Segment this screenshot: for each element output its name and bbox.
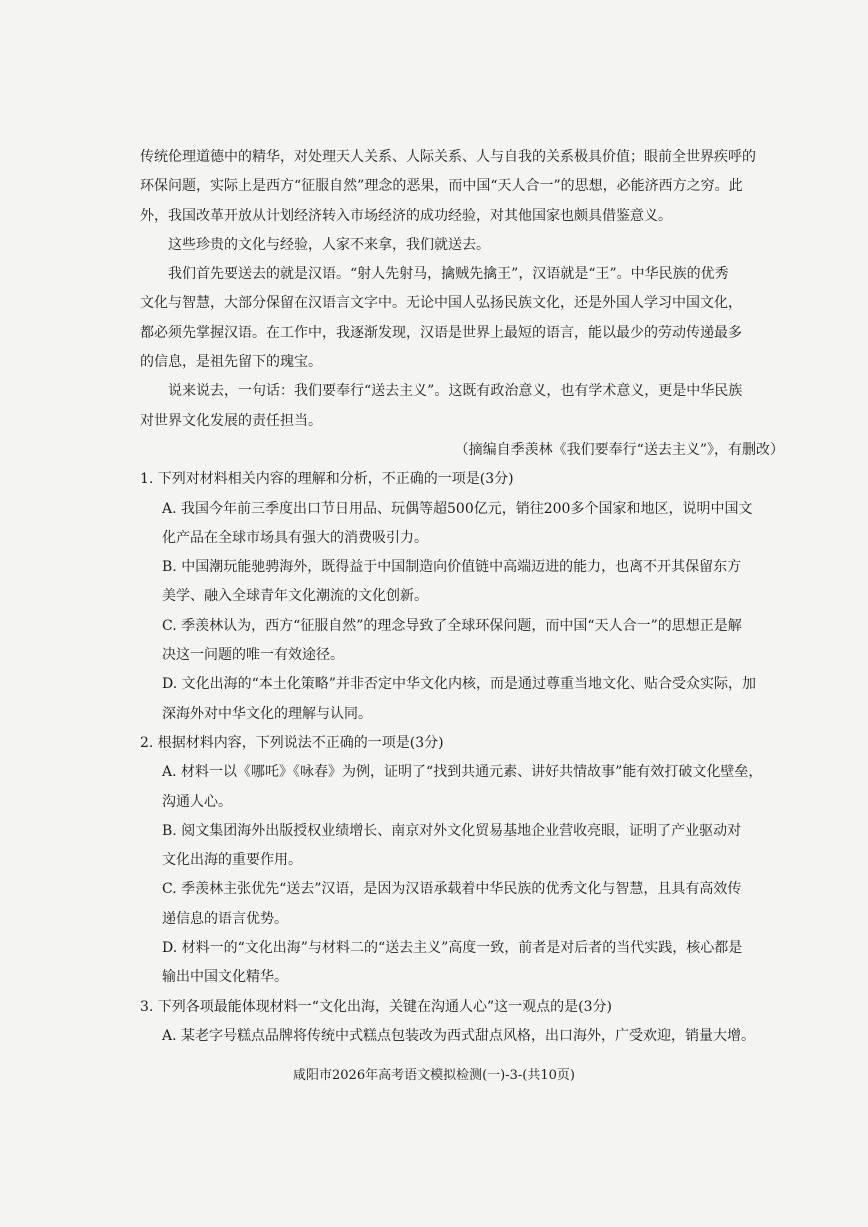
option-line: B. 中国潮玩能驰骋海外，既得益于中国制造向价值链中高端迈进的能力，也离不开其保留东方 [162, 559, 742, 576]
option-a[interactable] [140, 495, 780, 554]
question-2 [140, 729, 780, 993]
page-content [140, 143, 784, 1051]
option-line: C. 季羡林主张优先“送去”汉语，是因为汉语承载着中华民族的优秀文化与智慧，且具有高效传 [162, 881, 742, 898]
text-line: 都必须先掌握汉语。在工作中，我逐渐发现，汉语是世界上最短的语言，能以最少的劳动传递最多 [140, 324, 742, 341]
option-line: D. 材料一的“文化出海”与材料二的“送去主义”高度一致，前者是对后者的当代实践，核心都是 [162, 940, 743, 957]
option-line: C. 季羡林认为，西方“征服自然”的理念导致了全球环保问题，而中国“天人合一”的思想正是解 [162, 617, 742, 634]
option-a[interactable] [140, 1022, 780, 1051]
passage-paragraph-4 [140, 377, 780, 436]
option-line: B. 阅文集团海外出版授权业绩增长、南京对外文化贸易基地企业营收亮眼，证明了产业驱动对 [162, 822, 742, 839]
option-a[interactable] [140, 758, 780, 817]
text-line: 环保问题，实际上是西方“征服自然”理念的恶果，而中国“天人合一”的思想，必能济西方之穷。此 [140, 178, 743, 195]
option-b[interactable] [140, 553, 780, 612]
page-footer: 咸阳市2026年高考语文模拟检测(一)-3-(共10页) [293, 1068, 575, 1083]
option-line: 递信息的语言优势。 [162, 910, 288, 927]
passage-source: （摘编自季羡林《我们要奉行“送去主义”》，有删改） [454, 441, 784, 458]
question-stem: 1. 下列对材料相关内容的理解和分析，不正确的一项是(3分) [140, 471, 514, 488]
text-line: 说来说去，一句话：我们要奉行“送去主义”。这既有政治意义，也有学术意义，更是中华民族 [168, 383, 743, 400]
passage-paragraph-2: 这些珍贵的文化与经验，人家不来拿，我们就送去。 [168, 236, 490, 253]
passage-paragraph-3 [140, 260, 780, 377]
passage-paragraph-1 [140, 143, 780, 231]
option-c[interactable] [140, 875, 780, 934]
option-line: 美学、融入全球青年文化潮流的文化创新。 [162, 588, 428, 605]
question-1 [140, 465, 780, 729]
option-line: 沟通人心。 [162, 793, 232, 810]
option-line: 决这一问题的唯一有效途径。 [162, 647, 344, 664]
option-line: A. 材料一以《哪吒》《咏春》为例，证明了“找到共通元素、讲好共情故事”能有效打破文化壁垒， [162, 764, 763, 781]
question-stem: 2. 根据材料内容，下列说法不正确的一项是(3分) [140, 734, 444, 751]
text-line: 对世界文化发展的责任担当。 [140, 412, 322, 429]
option-line: A. 我国今年前三季度出口节日用品、玩偶等超500亿元，销往200多个国家和地区，说明中国文 [162, 500, 753, 517]
option-b[interactable] [140, 817, 780, 876]
option-line: 深海外对中华文化的理解与认同。 [162, 705, 372, 722]
text-line: 文化与智慧，大部分保留在汉语言文字中。无论中国人弘扬民族文化，还是外国人学习中国文化， [140, 295, 742, 312]
text-line: 外，我国改革开放从计划经济转入市场经济的成功经验，对其他国家也颇具借鉴意义。 [140, 207, 672, 224]
option-line: 输出中国文化精华。 [162, 969, 288, 986]
option-line: A. 某老字号糕点品牌将传统中式糕点包装改为西式甜点风格，出口海外，广受欢迎，销量大增。 [162, 1027, 756, 1044]
text-line: 的信息，是祖先留下的瑰宝。 [140, 354, 322, 371]
text-line: 传统伦理道德中的精华，对处理天人关系、人际关系、人与自我的关系极具价值；眼前全世界疾呼的 [140, 149, 756, 165]
option-d[interactable] [140, 934, 780, 993]
option-line: D. 文化出海的“本土化策略”并非否定中华文化内核，而是通过尊重当地文化、贴合受众实际，加 [162, 676, 756, 693]
text-line: 我们首先要送去的就是汉语。“射人先射马，擒贼先擒王”，汉语就是“王”。中华民族的优秀 [168, 266, 729, 283]
option-line: 化产品在全球市场具有强大的消费吸引力。 [162, 529, 428, 546]
option-line: 文化出海的重要作用。 [162, 852, 302, 869]
question-3 [140, 993, 780, 1052]
option-d[interactable] [140, 670, 780, 729]
question-stem: 3. 下列各项最能体现材料一“文化出海，关键在沟通人心”这一观点的是(3分) [140, 998, 612, 1015]
option-c[interactable] [140, 612, 780, 671]
